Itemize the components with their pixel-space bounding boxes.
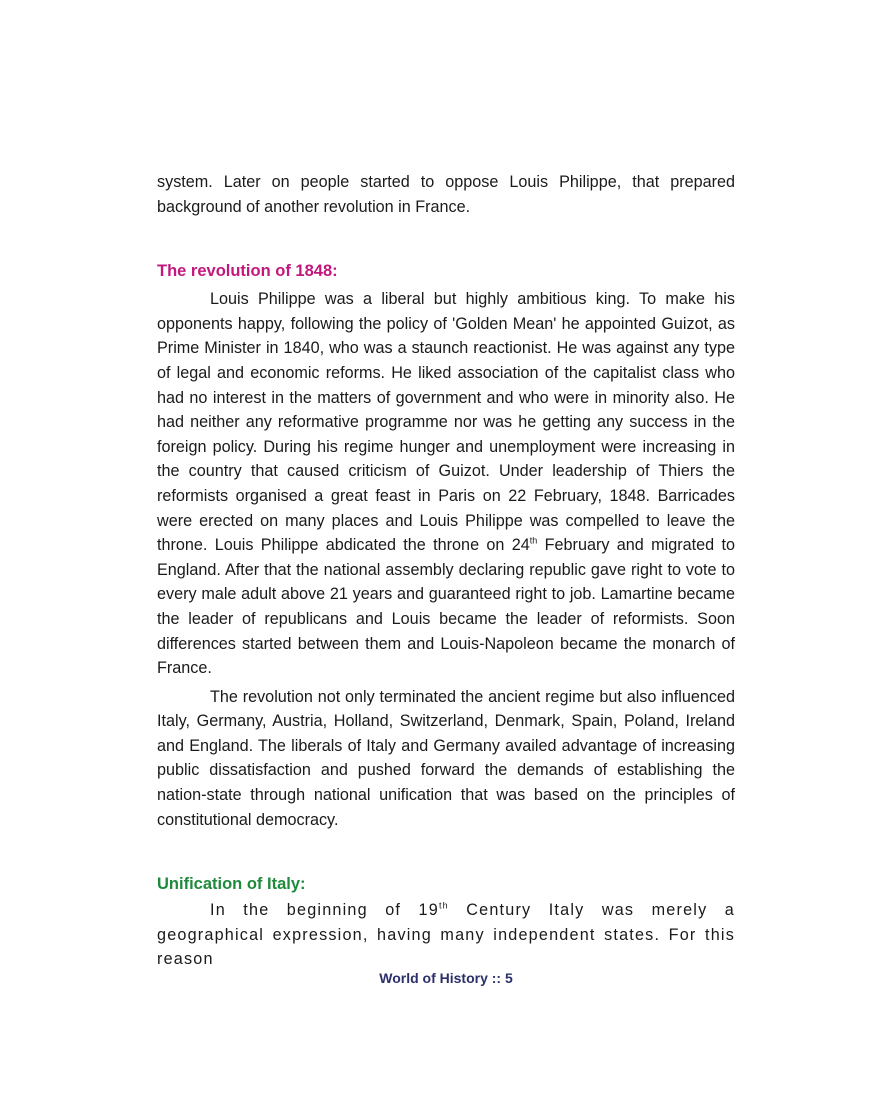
italy-paragraph-1-part-a: In the beginning of 19 xyxy=(210,901,439,920)
page-footer: World of History :: 5 xyxy=(379,970,513,986)
italy-paragraph-1 xyxy=(157,898,735,972)
ordinal-suffix: th xyxy=(529,535,538,546)
revolution-paragraph-1 xyxy=(157,287,735,681)
section-heading-revolution-1848: The revolution of 1848: xyxy=(157,262,338,281)
revolution-paragraph-2: The revolution not only terminated the ancient regime but also influenced Italy, Germany, Austria, Holland, Switzerland, Denmark, Spain, Poland, Ireland and England. The liberals of Italy and Germany availed advantage of increasing public dissatisfaction and pushed forward the demands of establishing the nation-state through national unification that was based on the principles of constitutional democracy. xyxy=(157,687,735,829)
page-content xyxy=(157,170,735,972)
revolution-paragraph-1-part-a: Louis Philippe was a liberal but highly ambitious king. To make his opponents happy, following the policy of 'Golden Mean' he appointed Guizot, as Prime Minister in 1840, who was a staunch reactionist. He was against any type of legal and economic reforms. He liked association of the capitalist class who had no interest in the matters of government and who were in minority also. He had neither any reformative programme nor was he getting any success in the foreign policy. During his regime hunger and unemployment were increasing in the country that caused criticism of Guizot. Under leadership of Thiers the reformists organised a great feast in Paris on 22 February, 1848. Barricades were erected on many places and Louis Philippe was compelled to leave the throne. Louis Philippe abdicated the throne on 24 xyxy=(157,290,735,555)
italy-paragraph-1-part-b: Century Italy was merely a geographical expression, having many independent states. For this reason xyxy=(157,901,735,969)
spacer xyxy=(157,832,735,872)
intro-paragraph: system. Later on people started to oppose Louis Philippe, that prepared background of another revolution in France. xyxy=(157,173,735,216)
revolution-paragraph-1-part-b: February and migrated to England. After that the national assembly declaring republic gave right to vote to every male adult above 21 years and guaranteed right to job. Lamartine became the leader of republicans and Louis became the leader of reformists. Soon differences started between them and Louis-Napoleon became the monarch of France. xyxy=(157,536,735,678)
ordinal-suffix: th xyxy=(438,900,449,911)
spacer xyxy=(157,219,735,259)
section-heading-unification-of-italy: Unification of Italy: xyxy=(157,875,306,894)
